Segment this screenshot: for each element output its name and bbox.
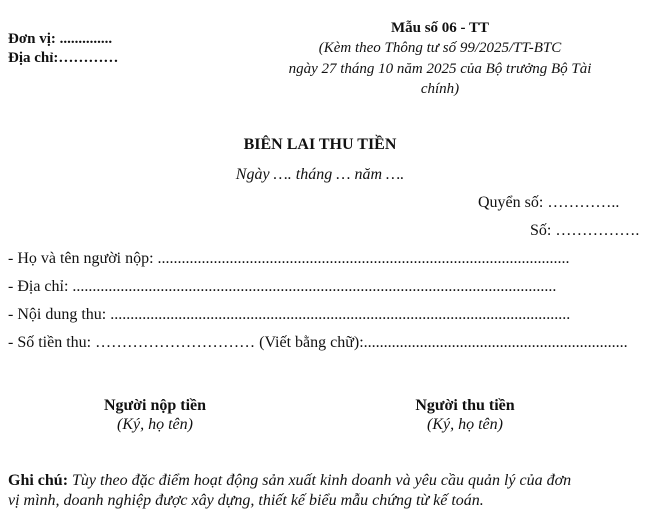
- payer-address-field: - Địa chỉ: .........................................................................................................................: [8, 278, 557, 295]
- collector-signature-hint: (Ký, họ tên): [427, 416, 503, 433]
- address-header-field: Địa chỉ:…………: [8, 50, 119, 66]
- note-text-line1: Tùy theo đặc điểm hoạt động sản xuất kinh doanh và yêu cầu quản lý của đơn: [72, 472, 572, 489]
- unit-field: Đơn vị: ..............: [8, 31, 113, 47]
- payment-content-field: - Nội dung thu: ...................................................................................................................: [8, 306, 571, 323]
- note-label: Ghi chú:: [8, 472, 69, 489]
- circular-reference-line3: chính): [420, 81, 460, 97]
- collector-signature-title: Người thu tiền: [415, 397, 515, 414]
- circular-reference-line1: (Kèm theo Thông tư số 99/2025/TT-BTC: [318, 40, 562, 56]
- date-line: Ngày …. tháng … năm ….: [235, 166, 405, 183]
- circular-reference-line2: ngày 27 tháng 10 năm 2025 của Bộ trưởng Bộ Tài: [288, 61, 592, 77]
- payer-signature-title: Người nộp tiền: [103, 397, 207, 414]
- note-text-line2: vị mình, doanh nghiệp được xây dựng, thiết kế biểu mẫu chứng từ kế toán.: [8, 492, 484, 509]
- book-number: Quyển số: …………..: [478, 194, 620, 211]
- payer-signature-hint: (Ký, họ tên): [117, 416, 193, 433]
- payer-name-field: - Họ và tên người nộp: .......................................................................................................: [8, 250, 570, 267]
- form-number: Mẫu số 06 - TT: [390, 20, 490, 36]
- document-title: BIÊN LAI THU TIỀN: [243, 136, 397, 153]
- amount-field: - Số tiền thu: ………………………… (Viết bằng chữ):..................................................................: [8, 334, 628, 351]
- receipt-number: Số: …………….: [530, 222, 640, 239]
- note-line1: [8, 472, 638, 490]
